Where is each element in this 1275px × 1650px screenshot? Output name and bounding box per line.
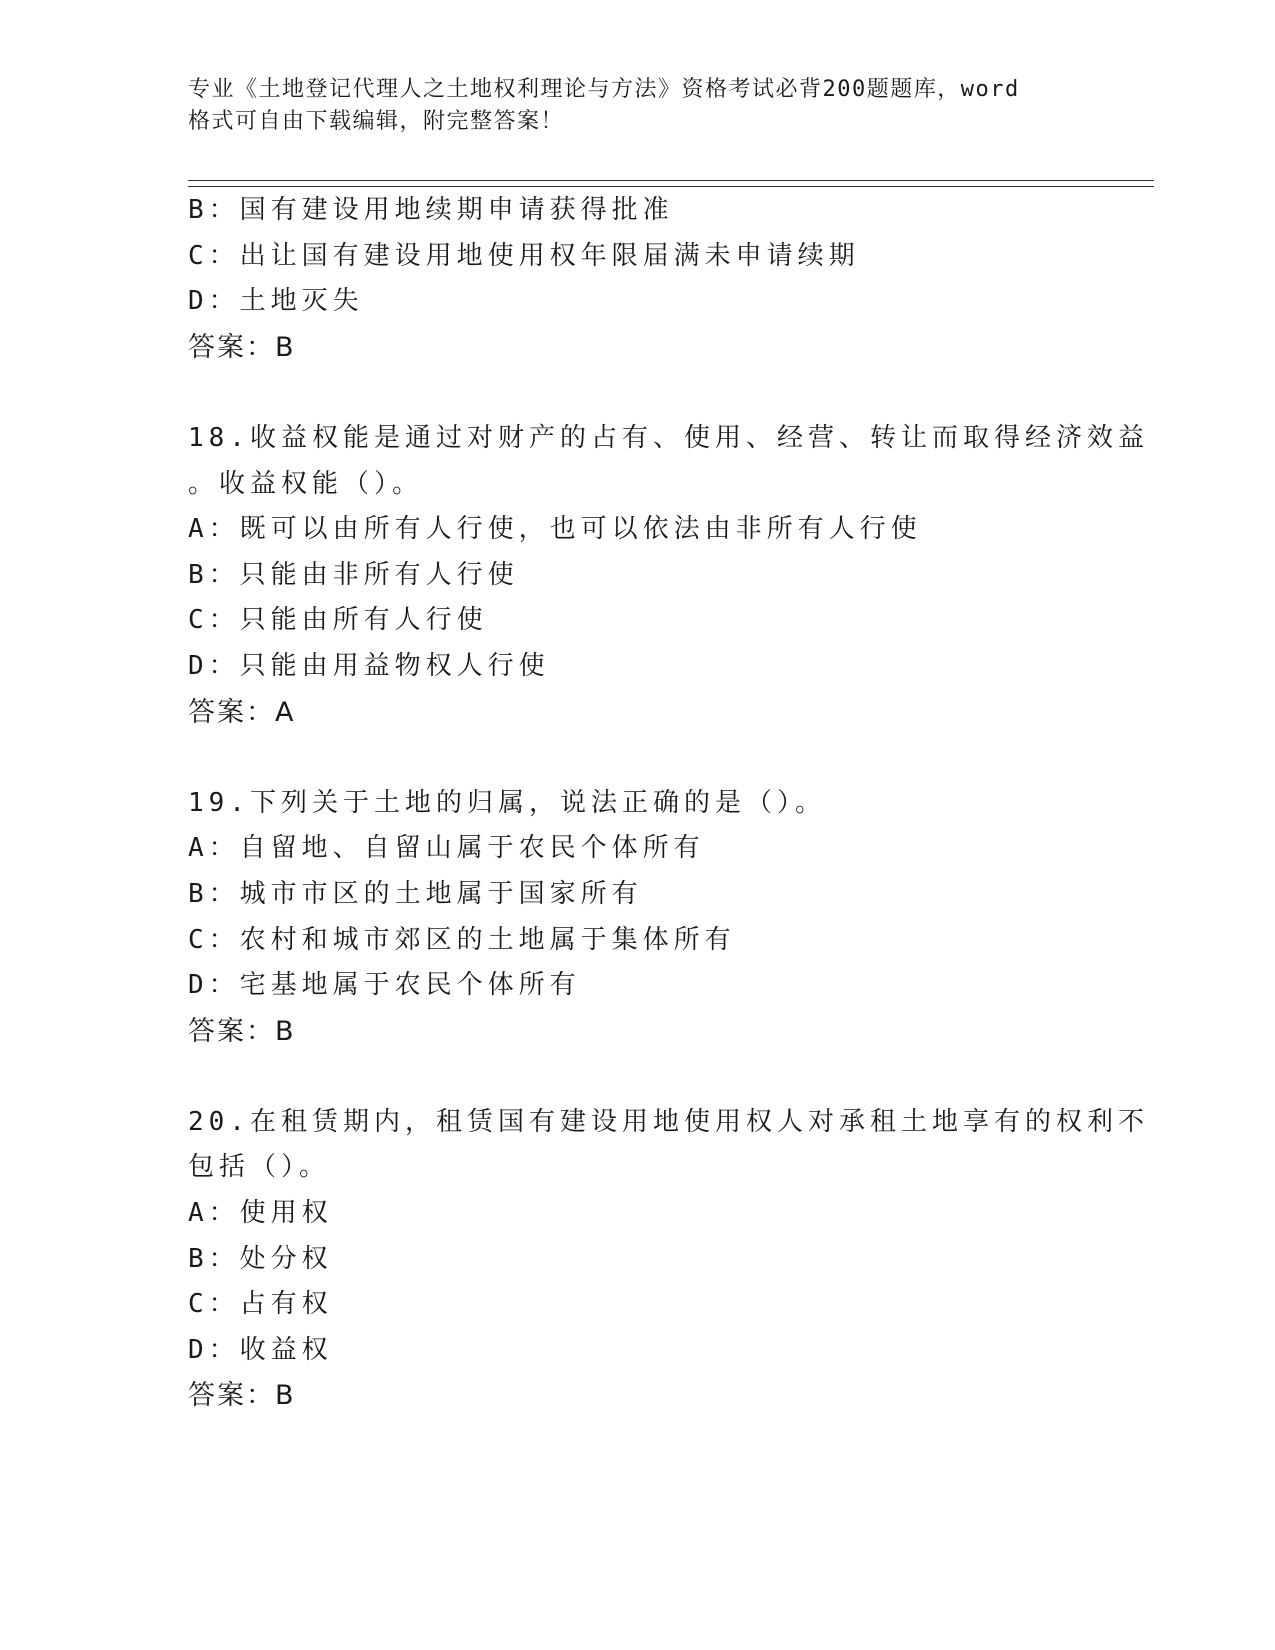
option-c: C：占有权	[188, 1289, 333, 1320]
answer-line: 答案：B	[188, 1380, 296, 1412]
option-c: C：只能由所有人行使	[188, 605, 488, 636]
question-stem: 19.下列关于土地的归属，说法正确的是（）。	[188, 787, 826, 818]
option-b: B：处分权	[188, 1243, 333, 1274]
option-d: D：宅基地属于农民个体所有	[188, 970, 581, 1001]
question-stem: 。收益权能（）。	[188, 468, 424, 499]
option-c: C：出让国有建设用地使用权年限届满未申请续期	[188, 240, 860, 271]
option-d: D：收益权	[188, 1334, 333, 1365]
question-stem: 20.在租赁期内，租赁国有建设用地使用权人对承租土地享有的权利不	[188, 1106, 1149, 1137]
question-18	[188, 416, 1149, 735]
header-divider-bottom	[188, 186, 1154, 187]
answer-line: 答案：A	[188, 696, 296, 728]
option-d: D：只能由用益物权人行使	[188, 650, 550, 681]
option-c: C：农村和城市郊区的土地属于集体所有	[188, 924, 736, 955]
option-d: D：土地灭失	[188, 286, 364, 317]
option-a: A：既可以由所有人行使，也可以依法由非所有人行使	[188, 514, 922, 545]
question-20	[188, 1100, 1149, 1419]
document-header	[188, 74, 1068, 138]
header-divider-top	[188, 180, 1154, 181]
spacer	[188, 1054, 1088, 1100]
question-19	[188, 781, 1088, 1055]
spacer	[188, 370, 1088, 416]
option-b: B：城市市区的土地属于国家所有	[188, 878, 643, 909]
question-stem: 包括（）。	[188, 1152, 331, 1183]
spacer	[188, 735, 1088, 781]
option-a: A：自留地、自留山属于农民个体所有	[188, 833, 705, 864]
option-b: B：国有建设用地续期申请获得批准	[188, 195, 674, 225]
header-title-line-2: 格式可自由下载编辑，附完整答案！	[188, 109, 565, 134]
option-b: B：只能由非所有人行使	[188, 559, 519, 590]
question-stem: 18.收益权能是通过对财产的占有、使用、经营、转让而取得经济效益	[188, 422, 1149, 453]
question-list	[188, 188, 1149, 1419]
answer-line: 答案：B	[188, 1015, 296, 1047]
question-17-continued	[188, 188, 1088, 370]
header-title-line-1: 专业《土地登记代理人之土地权利理论与方法》资格考试必背200题题库，word	[188, 77, 1020, 102]
option-a: A：使用权	[188, 1198, 333, 1229]
answer-line: 答案：B	[188, 331, 296, 363]
